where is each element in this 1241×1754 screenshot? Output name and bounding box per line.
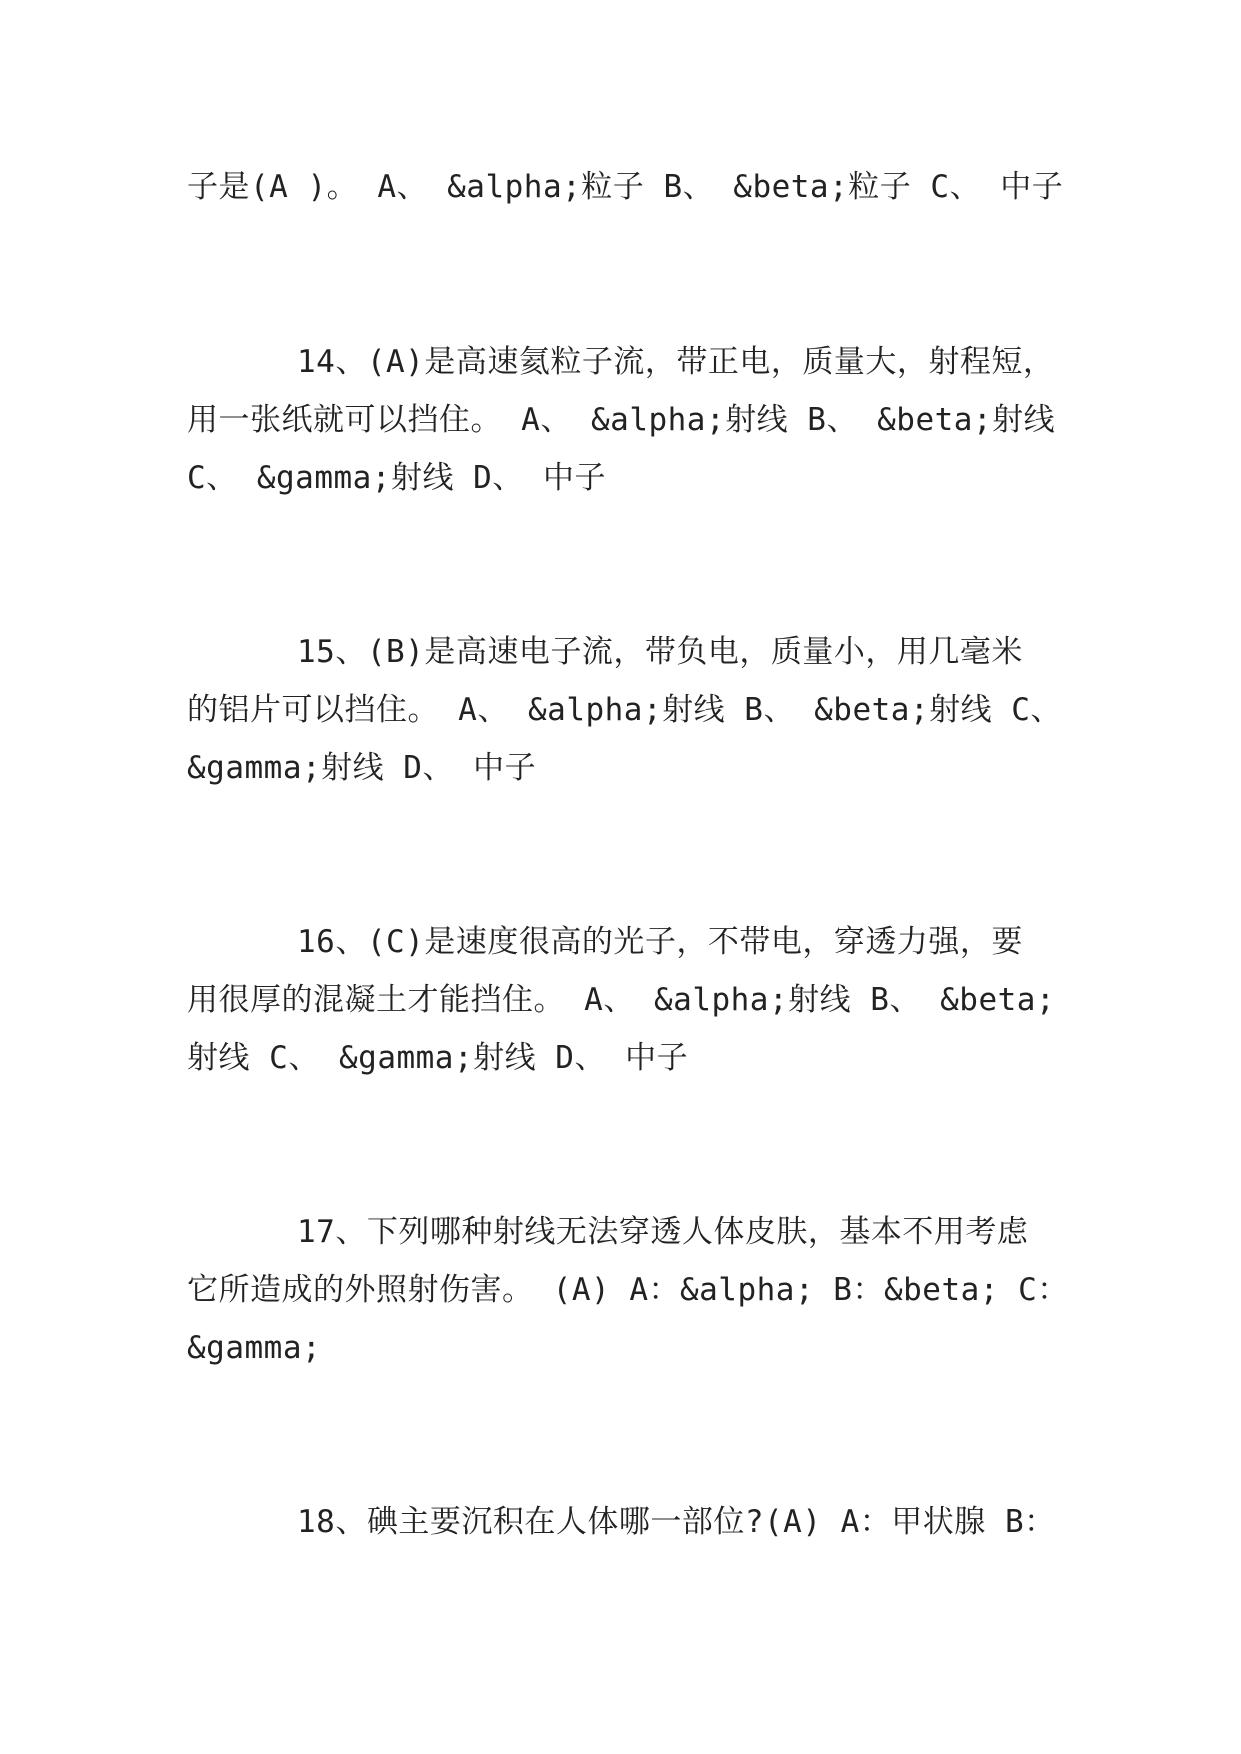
text-line: 用很厚的混凝土才能挡住。 A、 &alpha;射线 B、 &beta; <box>187 982 1056 1018</box>
text-line: 16、(C)是速度很高的光子，不带电，穿透力强，要 <box>297 924 1023 960</box>
text-line: 它所造成的外照射伤害。 (A) A：&alpha; B：&beta; C： <box>187 1272 1069 1308</box>
text-line: 子是(A )。 A、 &alpha;粒子 B、 &beta;粒子 C、 中子 <box>187 169 1064 205</box>
question-17 <box>187 1203 1067 1377</box>
question-16 <box>187 913 1067 1087</box>
question-15 <box>187 623 1067 797</box>
text-line: 17、下列哪种射线无法穿透人体皮肤，基本不用考虑 <box>297 1214 1029 1250</box>
question-18 <box>187 1493 1067 1551</box>
text-line: 15、(B)是高速电子流，带负电，质量小，用几毫米 <box>297 634 1023 670</box>
text-line: 18、碘主要沉积在人体哪一部位?(A) A：甲状腺 B： <box>297 1504 1056 1540</box>
text-line: 用一张纸就可以挡住。 A、 &alpha;射线 B、 &beta;射线 <box>187 402 1056 438</box>
text-line: 14、(A)是高速氦粒子流，带正电，质量大，射程短， <box>297 344 1055 380</box>
text-line: &gamma;射线 D、 中子 <box>187 750 537 786</box>
text-line: C、 &gamma;射线 D、 中子 <box>187 460 606 496</box>
text-line: &gamma; <box>187 1330 322 1366</box>
text-line: 射线 C、 &gamma;射线 D、 中子 <box>187 1040 689 1076</box>
question-13-continuation <box>187 158 1067 216</box>
text-line: 的铝片可以挡住。 A、 &alpha;射线 B、 &beta;射线 C、 <box>187 692 1062 728</box>
question-14 <box>187 333 1067 507</box>
